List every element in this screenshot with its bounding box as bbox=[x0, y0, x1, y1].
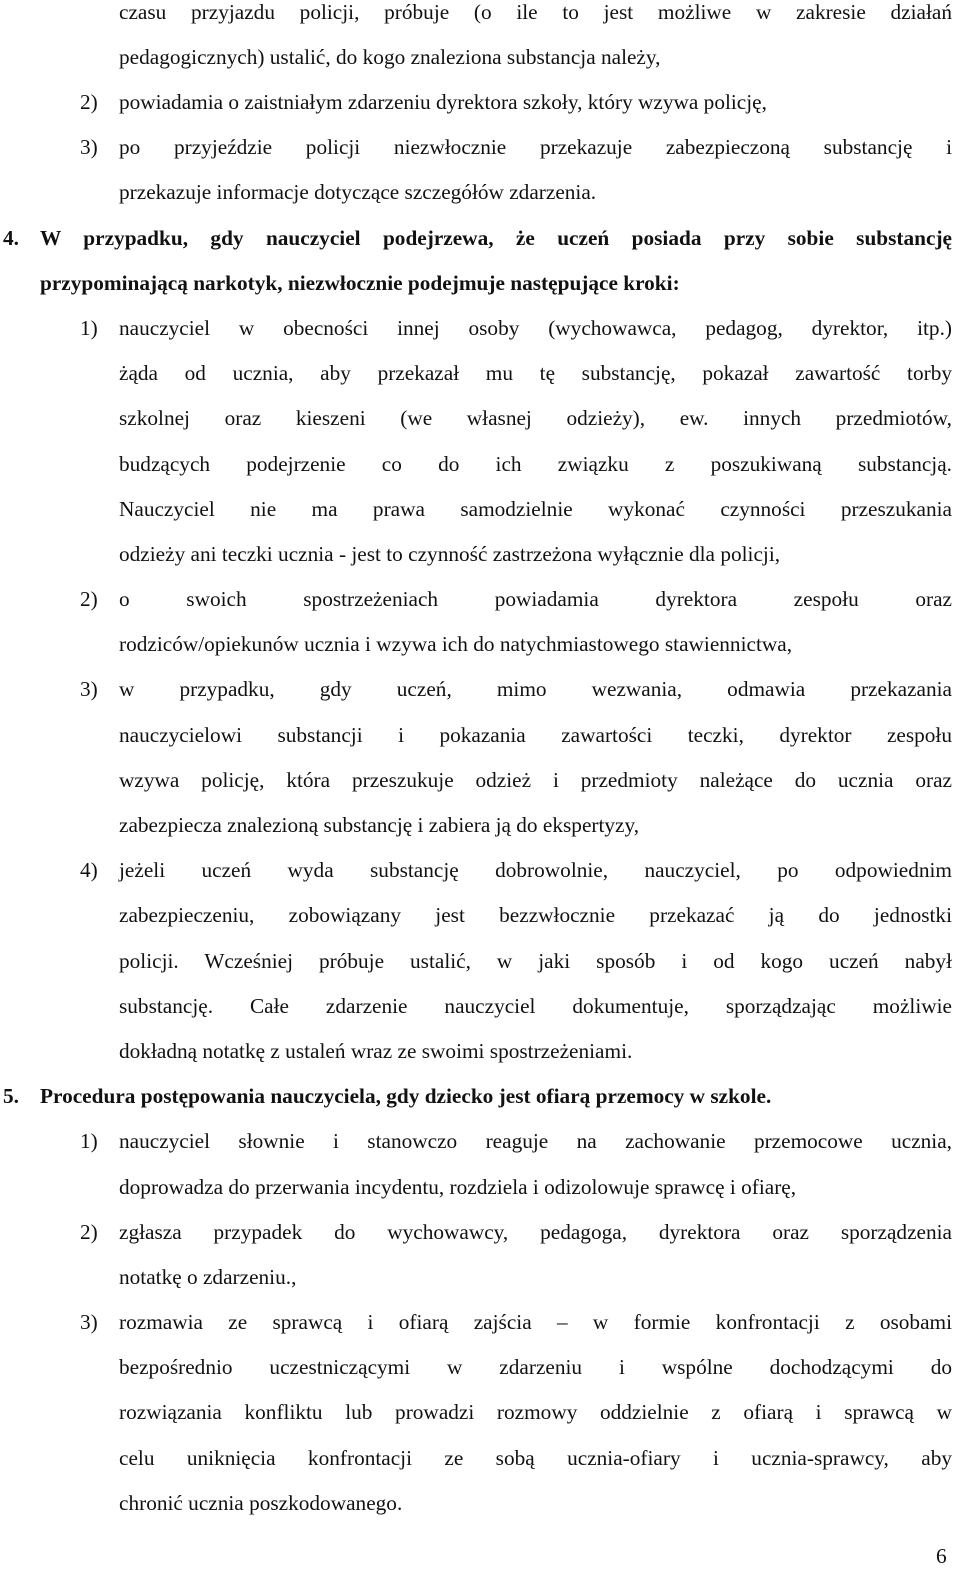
list-item: odzieży ani teczki ucznia - jest to czynność zastrzeżona wyłącznie dla policji, bbox=[119, 542, 781, 566]
list-item: powiadamia o zaistniałym zdarzeniu dyrektora szkoły, który wzywa policję, bbox=[119, 90, 767, 114]
list-item: doprowadza do przerwania incydentu, rozdziela i odizolowuje sprawcę i ofiarę, bbox=[119, 1175, 797, 1199]
list-item: wzywa policję, która przeszukuje odzież i przedmioty należące do ucznia oraz bbox=[119, 768, 952, 792]
list-item-number: 2) bbox=[80, 587, 98, 611]
list-item-number: 3) bbox=[80, 677, 98, 701]
list-item-number: 1) bbox=[80, 1129, 98, 1153]
list-item-number: 3) bbox=[80, 1310, 98, 1334]
list-item-number: 2) bbox=[80, 90, 98, 114]
list-item: żąda od ucznia, aby przekazał mu tę substancję, pokazał zawartość torby bbox=[119, 361, 952, 385]
continuation-line: czasu przyjazdu policji, próbuje (o ile to jest możliwe w zakresie działań bbox=[119, 0, 952, 24]
list-item: zabezpiecza znalezioną substancję i zabiera ją do ekspertyzy, bbox=[119, 813, 640, 837]
list-item-number: 3) bbox=[80, 135, 98, 159]
list-item-number: 4) bbox=[80, 858, 98, 882]
list-item: nauczycielowi substancji i pokazania zawartości teczki, dyrektor zespołu bbox=[119, 723, 952, 747]
list-item: nauczyciel słownie i stanowczo reaguje na zachowanie przemocowe ucznia, bbox=[119, 1129, 952, 1153]
list-item: w przypadku, gdy uczeń, mimo wezwania, odmawia przekazania bbox=[119, 677, 952, 701]
list-item: Nauczyciel nie ma prawa samodzielnie wykonać czynności przeszukania bbox=[119, 497, 952, 521]
list-item: nauczyciel w obecności innej osoby (wychowawca, pedagog, dyrektor, itp.) bbox=[119, 316, 952, 340]
list-item: policji. Wcześniej próbuje ustalić, w jaki sposób i od kogo uczeń nabył bbox=[119, 949, 952, 973]
list-item: zgłasza przypadek do wychowawcy, pedagoga, dyrektora oraz sporządzenia bbox=[119, 1220, 952, 1244]
section-number: 5. bbox=[3, 1084, 19, 1108]
continuation-line: pedagogicznych) ustalić, do kogo znaleziona substancja należy, bbox=[119, 45, 661, 69]
list-item: po przyjeździe policji niezwłocznie przekazuje zabezpieczoną substancję i bbox=[119, 135, 952, 159]
list-item: szkolnej oraz kieszeni (we własnej odzieży), ew. innych przedmiotów, bbox=[119, 406, 952, 430]
list-item: budzących podejrzenie co do ich związku z poszukiwaną substancją. bbox=[119, 452, 952, 476]
list-item: rozwiązania konfliktu lub prowadzi rozmowy oddzielnie z ofiarą i sprawcą w bbox=[119, 1400, 952, 1424]
list-item: chronić ucznia poszkodowanego. bbox=[119, 1491, 403, 1515]
list-item: rozmawia ze sprawcą i ofiarą zajścia – w formie konfrontacji z osobami bbox=[119, 1310, 952, 1334]
list-item: o swoich spostrzeżeniach powiadamia dyrektora zespołu oraz bbox=[119, 587, 952, 611]
list-item: zabezpieczeniu, zobowiązany jest bezzwłocznie przekazać ją do jednostki bbox=[119, 903, 952, 927]
list-item: dokładną notatkę z ustaleń wraz ze swoimi spostrzeżeniami. bbox=[119, 1039, 633, 1063]
list-item: substancję. Całe zdarzenie nauczyciel dokumentuje, sporządzając możliwie bbox=[119, 994, 952, 1018]
list-item: rodziców/opiekunów ucznia i wzywa ich do natychmiastowego stawiennictwa, bbox=[119, 632, 793, 656]
list-item-number: 1) bbox=[80, 316, 98, 340]
page-number: 6 bbox=[936, 1544, 947, 1568]
list-item: jeżeli uczeń wyda substancję dobrowolnie, nauczyciel, po odpowiednim bbox=[119, 858, 952, 882]
list-item: przekazuje informacje dotyczące szczegółów zdarzenia. bbox=[119, 180, 597, 204]
list-item: notatkę o zdarzeniu., bbox=[119, 1265, 297, 1289]
list-item-number: 2) bbox=[80, 1220, 98, 1244]
section-heading: Procedura postępowania nauczyciela, gdy dziecko jest ofiarą przemocy w szkole. bbox=[40, 1084, 772, 1108]
section-heading: przypominającą narkotyk, niezwłocznie podejmuje następujące kroki: bbox=[40, 271, 680, 295]
list-item: bezpośrednio uczestniczącymi w zdarzeniu i wspólne dochodzącymi do bbox=[119, 1355, 952, 1379]
section-heading: W przypadku, gdy nauczyciel podejrzewa, że uczeń posiada przy sobie substancję bbox=[40, 226, 952, 250]
list-item: celu uniknięcia konfrontacji ze sobą ucznia-ofiary i ucznia-sprawcy, aby bbox=[119, 1446, 952, 1470]
section-number: 4. bbox=[3, 226, 19, 250]
